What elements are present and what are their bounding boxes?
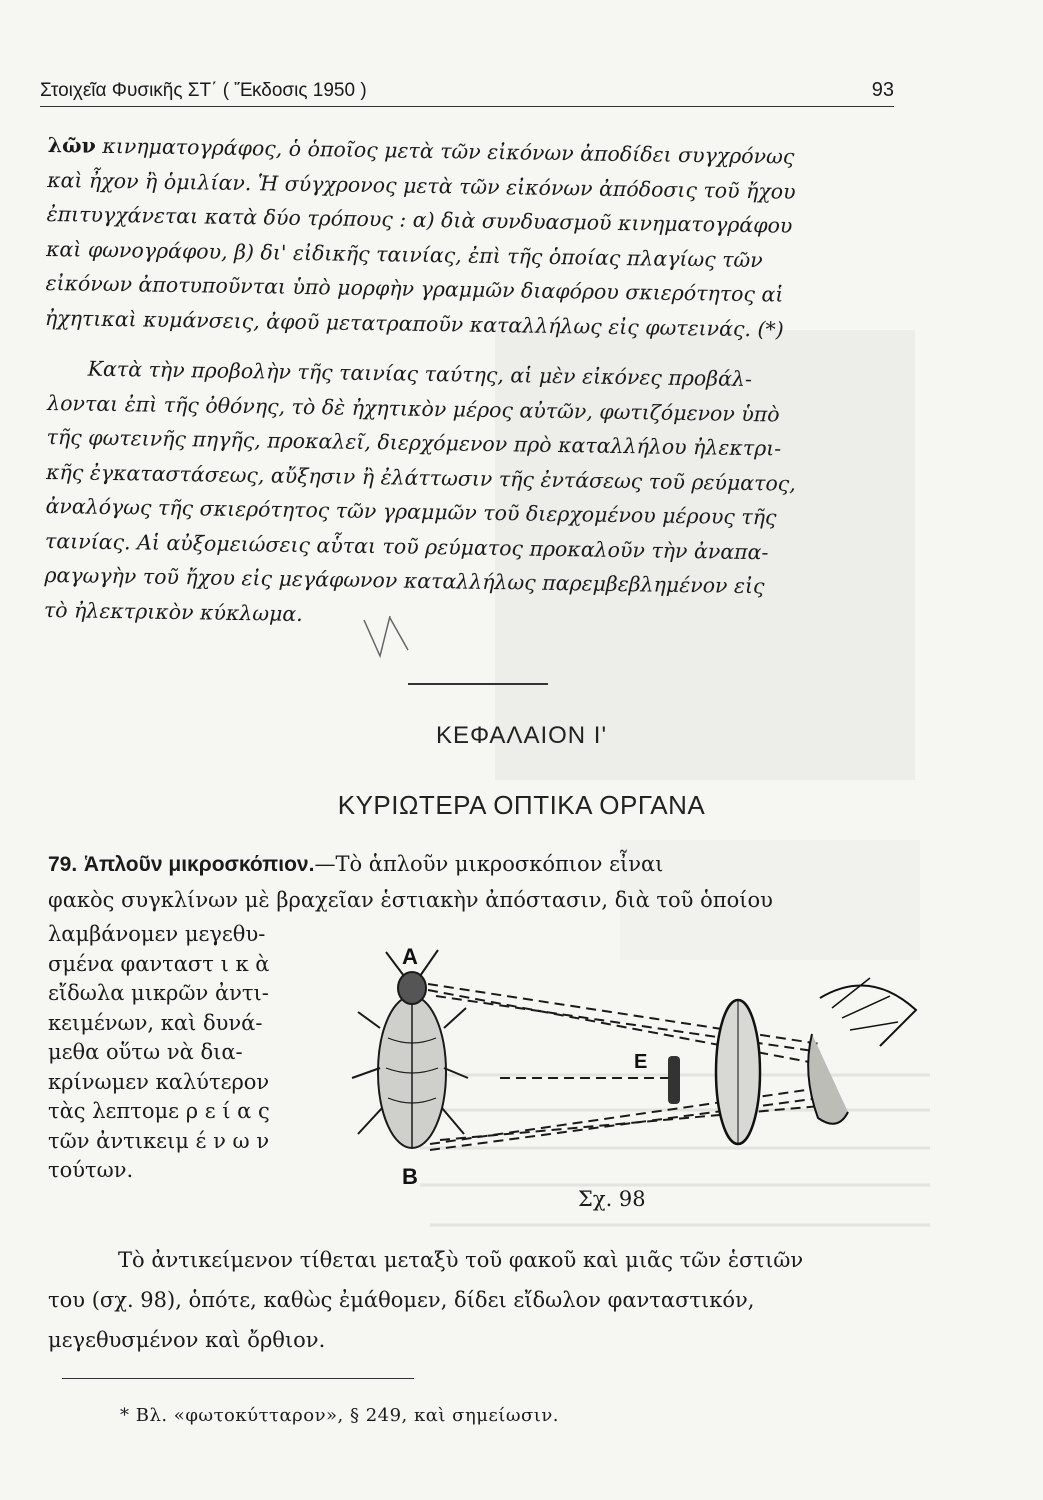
text-line: ταινίας. Αἱ αὐξομειώσεις αὗται τοῦ ρεύματος προκαλοῦν τὴν ἀναπα-: [44, 528, 769, 564]
figure-caption: Σχ. 98: [578, 1187, 646, 1211]
image-e: [668, 1056, 680, 1104]
text-line: Τὸ ἀντικείμενον τίθεται μεταξὺ τοῦ φακοῦ καὶ μιᾶς τῶν ἑστιῶν: [118, 1248, 804, 1272]
header-title: Στοιχεῖα Φυσικῆς ΣΤ΄ ( Ἔκδοσις 1950 ): [40, 80, 367, 101]
figure-98-magnifier-diagram: [350, 938, 920, 1188]
eye-icon: [808, 978, 916, 1124]
section-79-second-line: φακὸς συγκλίνων μὲ βραχεῖαν ἑστιακὴν ἀπόστασιν, διὰ τοῦ ὁποίου: [48, 888, 773, 912]
label-e: E: [634, 1051, 648, 1073]
text-line: ἐπιτυγχάνεται κατὰ δύο τρόπους : α) διὰ συνδυασμοῦ κινηματογράφου: [46, 201, 793, 238]
label-a: A: [402, 944, 418, 969]
text-line: καὶ ἦχον ἢ ὁμιλίαν. Ἡ σύγχρονος μετὰ τῶν εἰκόνων ἀπόδοσις τοῦ ἤχου: [47, 167, 796, 204]
lead-word: λῶν: [47, 132, 97, 158]
text-line: εἰκόνων ἀποτυποῦνται ὑπὸ μορφὴν γραμμῶν διαφόρου σκιερότητος αἱ: [45, 270, 784, 307]
section-number: 79.: [48, 853, 78, 876]
text-line: εἴδωλα μικρῶν ἀντι-: [48, 981, 269, 1005]
text-line: ραγωγὴν τοῦ ἤχου εἰς μεγάφωνον καταλλήλως παρεμβεβλημένον εἰς: [44, 562, 765, 599]
chapter-title: ΚΥΡΙΩΤΕΡΑ ΟΠΤΙΚΑ ΟΡΓΑΝΑ: [337, 790, 706, 820]
label-b: B: [402, 1164, 418, 1188]
wrapped-text-column: [48, 920, 328, 1186]
text-line: τῆς φωτεινῆς πηγῆς, προκαλεῖ, διερχόμενον πρὸ καταλλήλου ἠλεκτρι-: [46, 424, 782, 461]
text-line: κειμένων, καὶ δυνά-: [48, 1010, 263, 1035]
text-line: μεγεθυσμένον καὶ ὄρθιον.: [48, 1328, 326, 1352]
paragraph-projection: [44, 351, 908, 640]
footnote-rule: [62, 1378, 414, 1379]
section-heading: Ἁπλοῦν μικροσκόπιον.: [83, 853, 315, 876]
text-line: τῶν ἀντικειμ έ ν ω ν: [48, 1128, 270, 1153]
text-line: λῶν κινηματογράφος, ὁ ὁποῖος μετὰ τῶν εἰκόνων ἀποδίδει συγχρόνως: [47, 132, 795, 169]
text-line: κῆς ἐγκαταστάσεως, αὔξησιν ἢ ἐλάττωσιν τῆς ἐντάσεως τοῦ ρεύματος,: [45, 459, 797, 496]
running-header: [40, 72, 894, 107]
section-79-first-line: [48, 848, 663, 881]
text-line: καὶ φωνογράφου, β) δι' εἰδικῆς ταινίας, ἐπὶ τῆς ὁποίας πλαγίως τῶν: [45, 236, 763, 272]
text-line: λονται ἐπὶ τῆς ὀθόνης, τὸ δὲ ἠχητικὸν μέρος αὐτῶν, φωτιζόμενον ὑπὸ: [47, 390, 780, 426]
beetle-illustration: [352, 950, 468, 1148]
text-line: Κατὰ τὴν προβολὴν τῆς ταινίας ταύτης, αἱ μὲν εἰκόνες προβάλ-: [87, 356, 753, 392]
pencil-mark: [360, 612, 420, 662]
text-line: κρίνωμεν καλύτερον: [48, 1069, 270, 1094]
text-line: τὸ ἠλεκτρικὸν κύκλωμα.: [43, 597, 303, 626]
paragraph-sound-film: [45, 128, 908, 348]
text-line: ἀναλόγως τῆς σκιερότητος τῶν γραμμῶν τοῦ διερχομένου μέρους τῆς: [45, 493, 777, 530]
section-divider: [408, 683, 548, 685]
text-line: σμένα φανταστ ι κ ὰ: [48, 951, 270, 976]
footnote: * Βλ. «φωτοκύτταρον», § 249, καὶ σημείωσιν.: [120, 1405, 560, 1426]
section-intro-text: —Τὸ ἁπλοῦν μικροσκόπιον εἶναι: [314, 852, 664, 876]
text-line: τὰς λεπτομε ρ ε ί α ς: [48, 1099, 270, 1123]
page-number: 93: [871, 79, 894, 101]
chapter-number: ΚΕΦΑΛΑΙΟΝ Ι': [435, 722, 608, 749]
text-line: τούτων.: [48, 1158, 134, 1182]
paragraph-closing: [48, 1240, 918, 1360]
text-line: μεθα οὕτω νὰ δια-: [48, 1040, 243, 1064]
text-line: ἠχητικαὶ κυμάνσεις, ἀφοῦ μετατραποῦν καταλλήλως εἰς φωτεινάς. (*): [44, 305, 784, 342]
text-line: λαμβάνομεν μεγεθυ-: [48, 922, 266, 946]
text-line: του (σχ. 98), ὁπότε, καθὼς ἐμάθομεν, δίδει εἴδωλον φανταστικόν,: [48, 1288, 755, 1312]
